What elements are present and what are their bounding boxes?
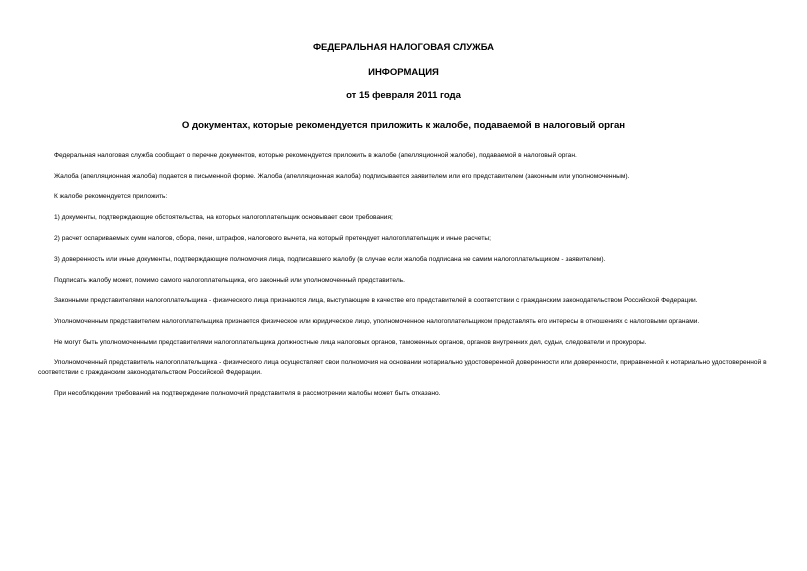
paragraph: Подписать жалобу может, помимо самого налогоплательщика, его законный или уполномоченный представитель. xyxy=(54,277,405,284)
paragraph: Жалоба (апелляционная жалоба) подается в письменной форме. Жалоба (апелляционная жалоба) подписывается заявителем или его представителем (законным или уполномоченным). xyxy=(54,173,630,180)
list-item: 3) доверенность или иные документы, подтверждающие полномочия лица, подписавшего жалобу (в случае если жалоба подписана не самим налогоплательщиком - заявителем). xyxy=(54,256,606,263)
list-item: 1) документы, подтверждающие обстоятельства, на которых налогоплательщик основывает свои требования; xyxy=(54,214,393,221)
list-item: 2) расчет оспариваемых сумм налогов, сбора, пени, штрафов, налогового вычета, на который претендует налогоплательщик и иные расчеты; xyxy=(54,235,491,242)
document-type-heading: ИНФОРМАЦИЯ xyxy=(368,67,439,78)
paragraph: Уполномоченным представителем налогоплательщика признается физическое или юридическое лицо, уполномоченное налогоплательщиком представлять его интересы в отношениях с налоговыми органами. xyxy=(54,318,700,325)
paragraph: Законными представителями налогоплательщика - физического лица признаются лица, выступающие в качестве его представителей в соответствии с гражданским законодательством Российской Федерации. xyxy=(54,297,698,304)
paragraph: Уполномоченный представитель налогоплательщика - физического лица осуществляет свои полномочия на основании нотариально удостоверенной доверенности или доверенности, приравненной к нотариально удостоверенной в соответствии с гражданским законодательством Российской Федерации. xyxy=(38,359,767,376)
agency-heading: ФЕДЕРАЛЬНАЯ НАЛОГОВАЯ СЛУЖБА xyxy=(312,42,495,53)
paragraph: Не могут быть уполномоченными представителями налогоплательщика должностные лица налоговых органов, таможенных органов, органов внутренних дел, судьи, следователи и прокуроры. xyxy=(54,339,647,346)
document-subject: О документах, которые рекомендуется приложить к жалобе, подаваемой в налоговый орган xyxy=(181,120,626,131)
paragraph: К жалобе рекомендуется приложить: xyxy=(54,193,168,200)
document-date: от 15 февраля 2011 года xyxy=(346,90,461,101)
paragraph: При несоблюдении требований на подтверждение полномочий представителя в рассмотрении жалобы может быть отказано. xyxy=(54,390,441,397)
paragraph: Федеральная налоговая служба сообщает о перечне документов, которые рекомендуется приложить в жалобе (апелляционной жалобе), подаваемой в налоговый орган. xyxy=(54,152,577,159)
